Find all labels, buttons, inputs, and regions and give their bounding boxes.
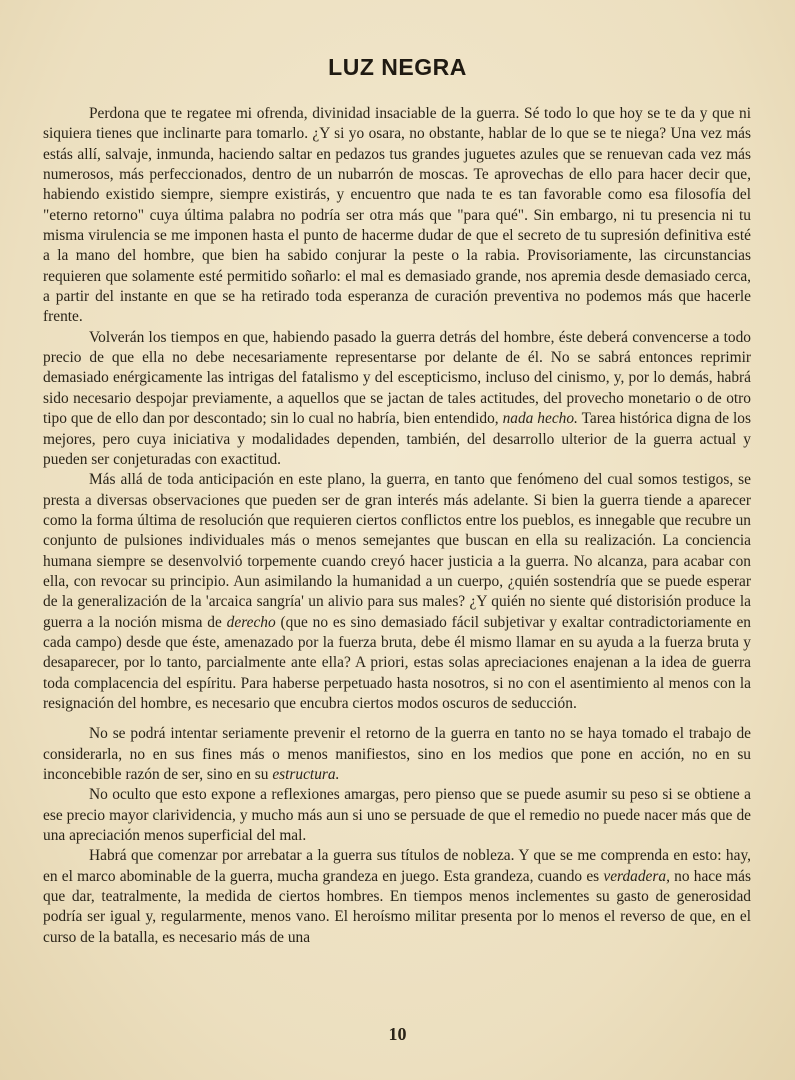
emphasis-text: derecho	[226, 613, 276, 631]
paragraph-5	[43, 785, 751, 846]
emphasis-text: nada hecho.	[502, 410, 578, 428]
body-text	[43, 104, 751, 948]
paragraph-text: (que no es sino demasiado fácil subjetivar y exaltar contradictoriamente en cada campo) desde que éste, amenazado por la fuerza bruta, debe él mismo llamar en su ayuda a la fuerza bruta y desaparecer, por lo tanto, parcialmente ante ella? A priori, estas solas apreciaciones enajenan a la idea de guerra toda complacencia del espíritu. Para haberse perpetuado hasta nosotros, si no con el asentimiento al menos con la resignación del hombre, es necesario que encubra ciertos modos oscuros de seducción.	[43, 613, 751, 712]
paragraph-text: Perdona que te regatee mi ofrenda, divinidad insaciable de la guerra. Sé todo lo que hoy se te da y que ni siquiera tienes que inclinarte para tomarlo. ¿Y si yo osara, no obstante, hablar de lo que se te niega? Una vez más estás allí, salvaje, inmunda, haciendo saltar en pedazos tus grandes juguetes azules que se renuevan cada vez más numerosos, más perfeccionados, dentro de un nubarrón de moscas. Te aprovechas de ello para hacer decir que, habiendo existido siempre, siempre existirás, y encuentro que nada te es tan favorable como esa filosofía del "eterno retorno" cuya última palabra no podría ser otra más que "para qué". Sin embargo, ni tu presencia ni tu misma virulencia se me imponen hasta el punto de hacerme dudar de que el secreto de tu supresión definitiva esté a la mano del hombre, que bien ha sabido conjurar la peste o la rabia. Provisoriamente, las circunstancias requieren que solamente esté permitido soñarlo: el mal es demasiado grande, nos apremia desde demasiado cerca, a partir del instante en que se ha retirado toda esperanza de curación preventiva no podemos más que hacerle frente.	[43, 105, 751, 326]
paragraph-3	[43, 470, 751, 714]
page-number: 10	[388, 1024, 407, 1044]
paragraph-2	[43, 328, 751, 470]
paragraph-text: No oculto que esto expone a reflexiones amargas, pero pienso que se puede asumir su peso si se obtiene a ese precio mayor clarividencia, y mucho más aun si uno se persuade de que el remedio no puede nacer más que de una apreciación menos superficial del mal.	[43, 786, 751, 845]
paragraph-text: No se podrá intentar seriamente prevenir el retorno de la guerra en tanto no se haya tomado el trabajo de considerarla, no en sus fines más o menos manifiestos, sino en los medios que pone en acción, no en su inconcebible razón de ser, sino en su	[43, 725, 751, 783]
paragraph-text: no hace más que dar, teatralmente, la medida de ciertos hombres. En tiempos menos inclementes su gasto de generosidad podría ser igual y, regularmente, menos vano. El heroísmo militar presenta por lo menos el reverso de que, en el curso de la batalla, es necesario más de una	[43, 867, 751, 946]
paragraph-text: Volverán los tiempos en que, habiendo pasado la guerra detrás del hombre, éste deberá convencerse a todo precio de que ella no debe necesariamente representarse por delante de él. No se sabrá entonces reprimir demasiado enérgicamente las intrigas del fatalismo y del escepticismo, incluso del cinismo, y, por lo demás, habrá sido necesario despojar previamente, a aquellos que se jactan de tales actitudes, del provecho monetario o de otro tipo que de ello dan por descontado; sin lo cual no habría, bien entendido,	[43, 328, 751, 428]
paragraph-4	[43, 724, 751, 785]
paragraph-text: Habrá que comenzar por arrebatar a la guerra sus títulos de nobleza. Y que se me comprenda en esto: hay, en el marco abominable de la guerra, mucha grandeza en juego. Esta grandeza, cuando es	[43, 847, 751, 885]
page-title: LUZ NEGRA	[328, 54, 467, 80]
emphasis-text: verdadera,	[603, 867, 670, 885]
paragraph-text: Tarea histórica digna de los mejores, pero cuya iniciativa y modalidades dependen, también, del desarrollo ulterior de la guerra actual y pueden ser conjeturadas con exactitud.	[43, 410, 751, 468]
paragraph-6	[43, 846, 751, 948]
emphasis-text: estructura.	[272, 766, 340, 783]
paragraph-1	[43, 104, 751, 328]
paragraph-text: Más allá de toda anticipación en este plano, la guerra, en tanto que fenómeno del cual somos testigos, se presta a diversas observaciones que pueden ser de gran interés más adelante. Si bien la guerra tiende a aparecer como la forma última de resolución que requieren ciertos conflictos entre los pueblos, es innegable que recubre un conjunto de pulsiones individuales más o menos semejantes que buscan en ella su realización. La conciencia humana siempre se desenvolvió torpemente cuando creyó hacer justicia a la guerra. No alcanza, para acabar con ella, con revocar su principio. Aun asimilando la humanidad a un cuerpo, ¿quién sostendría que se puede esperar de la generalización de la 'arcaica sangría' un alivio para sus males? ¿Y quién no siente qué distorisión produce la guerra a la noción misma de	[43, 471, 751, 631]
